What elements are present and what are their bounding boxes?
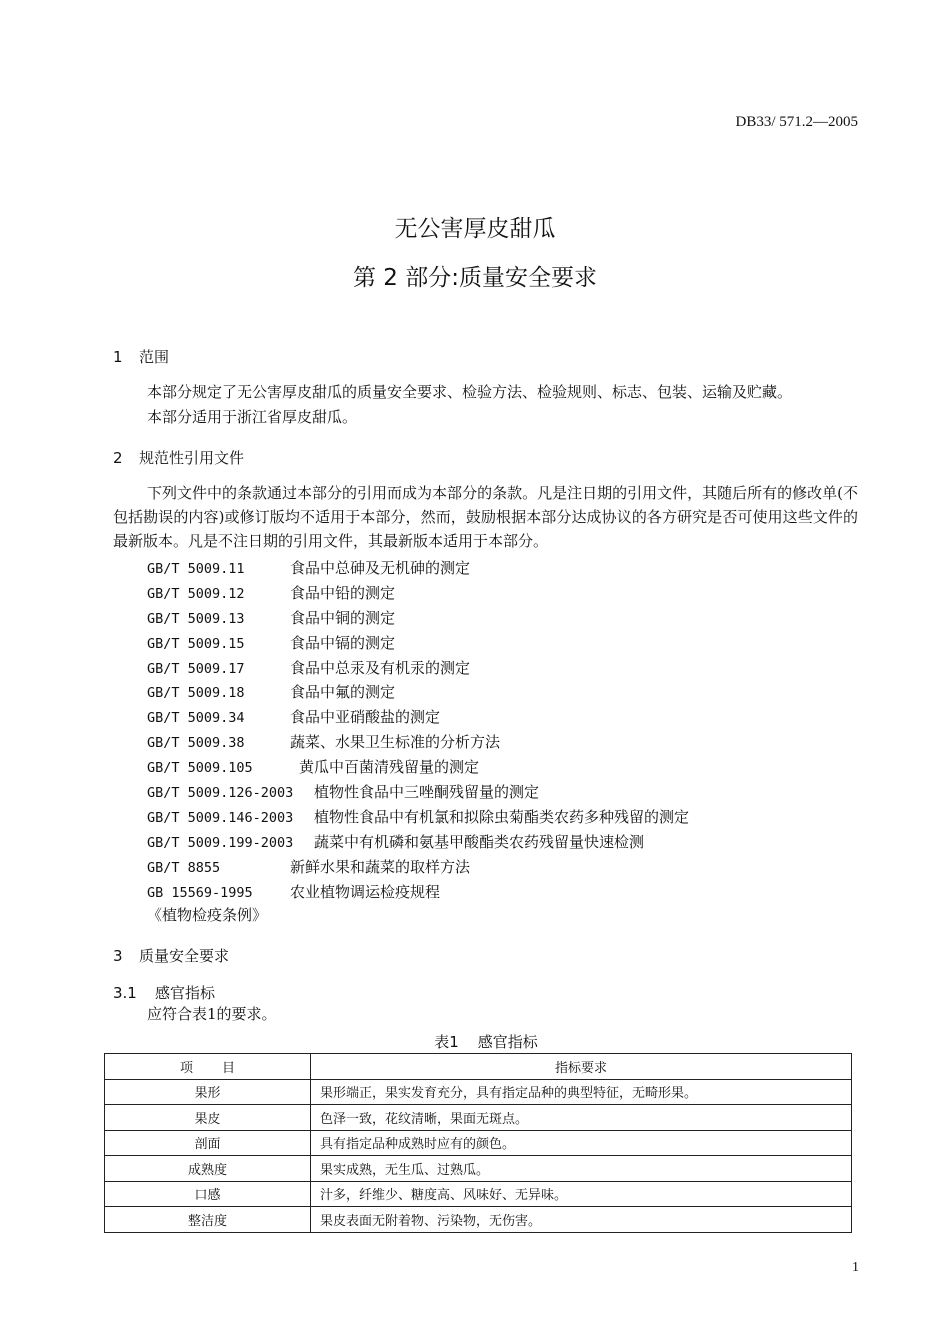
reference-item: [147, 556, 689, 581]
section-number: 3: [113, 947, 123, 965]
section-2-intro: 下列文件中的条款通过本部分的引用而成为本部分的条款。凡是注日期的引用文件，其随后所有的修改单(不包括勘误的内容)或修订版均不适用于本部分，然而，鼓励根据本部分达成协议的各方研究是否可使用这些文件的最新版本。凡是不注日期的引用文件，其最新版本适用于本部分。: [113, 484, 858, 550]
reference-title: 农业植物调运检疫规程: [290, 882, 441, 901]
sensory-table: [104, 1053, 852, 1233]
reference-title: 食品中铅的测定: [290, 583, 396, 602]
table-cell-item: 剖面: [105, 1130, 311, 1156]
reference-code: GB/T 5009.126-2003: [147, 785, 294, 802]
table-header-row: [105, 1054, 852, 1080]
reference-title: 食品中镉的测定: [290, 633, 396, 652]
section-title: 规范性引用文件: [139, 449, 245, 467]
section-title: 感官指标: [155, 984, 216, 1002]
reference-item: [147, 631, 689, 656]
table-row: [105, 1181, 852, 1207]
section-1-paragraph: 本部分规定了无公害厚皮甜瓜的质量安全要求、检验方法、检验规则、标志、包装、运输及贮藏。: [147, 383, 793, 401]
section-3-heading: [113, 945, 229, 966]
reference-regulation: 《植物检疫条例》: [147, 906, 268, 924]
table-cell-item: 果形: [105, 1079, 311, 1105]
reference-item: [147, 880, 689, 905]
reference-code: GB/T 5009.34: [147, 710, 245, 727]
reference-item: [147, 606, 689, 631]
reference-code: GB/T 5009.17: [147, 660, 245, 677]
section-number: 3.1: [113, 984, 137, 1002]
reference-code: GB/T 5009.38: [147, 735, 245, 752]
reference-code: GB/T 5009.15: [147, 635, 245, 652]
document-subtitle: 第 2 部分:质量安全要求: [352, 265, 597, 291]
reference-title: 食品中氟的测定: [290, 683, 396, 702]
table-cell-requirement: 汁多，纤维少、糖度高、风味好、无异味。: [311, 1181, 852, 1207]
table-cell-item: 整洁度: [105, 1207, 311, 1233]
reference-list: [147, 556, 689, 904]
table-row: [105, 1130, 852, 1156]
table-row: [105, 1207, 852, 1233]
reference-title: 黄瓜中百菌清残留量的测定: [299, 758, 480, 777]
reference-title: 食品中铜的测定: [290, 608, 396, 627]
section-2-heading: [113, 447, 244, 468]
reference-title: 蔬菜、水果卫生标准的分析方法: [290, 733, 501, 752]
reference-code: GB/T 5009.18: [147, 685, 245, 702]
table-cell-item: 果皮: [105, 1105, 311, 1131]
section-1-paragraph: 本部分适用于浙江省厚皮甜瓜。: [147, 408, 358, 426]
section-3-1-heading: [113, 982, 215, 1003]
reference-code: GB/T 5009.146-2003: [147, 809, 294, 826]
reference-title: 食品中亚硝酸盐的测定: [290, 708, 441, 727]
reference-title: 植物性食品中有机氯和拟除虫菊酯类农药多种残留的测定: [314, 807, 690, 826]
reference-code: GB/T 5009.105: [147, 760, 253, 777]
reference-title: 植物性食品中三唑酮残留量的测定: [314, 783, 540, 802]
page-number: 1: [852, 1260, 859, 1275]
reference-title: 新鲜水果和蔬菜的取样方法: [290, 857, 471, 876]
reference-code: GB/T 5009.11: [147, 561, 245, 577]
reference-item: [147, 830, 689, 855]
section-3-1-text: 应符合表1的要求。: [147, 1005, 277, 1023]
table-row: [105, 1156, 852, 1182]
table-cell-requirement: 果皮表面无附着物、污染物，无伤害。: [311, 1207, 852, 1233]
reference-title: 食品中总汞及有机汞的测定: [290, 658, 471, 677]
reference-title: 蔬菜中有机磷和氨基甲酸酯类农药残留量快速检测: [314, 832, 645, 851]
document-title: 无公害厚皮甜瓜: [394, 216, 556, 242]
section-1-heading: [113, 346, 169, 367]
table-cell-requirement: 具有指定品种成熟时应有的颜色。: [311, 1130, 852, 1156]
table-caption: 表1 感官指标: [434, 1033, 538, 1051]
reference-code: GB/T 8855: [147, 859, 221, 876]
table-cell-requirement: 果实成熟，无生瓜、过熟瓜。: [311, 1156, 852, 1182]
table-row: [105, 1105, 852, 1131]
reference-item: [147, 656, 689, 681]
table-cell-item: 口感: [105, 1181, 311, 1207]
reference-code: GB/T 5009.12: [147, 585, 245, 602]
reference-code: GB/T 5009.199-2003: [147, 834, 294, 851]
reference-item: [147, 705, 689, 730]
table-cell-requirement: 色泽一致，花纹清晰，果面无斑点。: [311, 1105, 852, 1131]
section-number: 2: [113, 449, 123, 467]
table-header: 项 目: [105, 1054, 311, 1080]
reference-item: [147, 581, 689, 606]
section-number: 1: [113, 348, 123, 366]
table-row: [105, 1079, 852, 1105]
standard-code: DB33/ 571.2—2005: [735, 114, 858, 130]
reference-item: [147, 805, 689, 830]
reference-item: [147, 680, 689, 705]
reference-item: [147, 855, 689, 880]
table-cell-requirement: 果形端正，果实发育充分，具有指定品种的典型特征，无畸形果。: [311, 1079, 852, 1105]
reference-code: GB 15569-1995: [147, 884, 253, 901]
reference-item: [147, 730, 689, 755]
table-cell-item: 成熟度: [105, 1156, 311, 1182]
reference-item: [147, 755, 689, 780]
table-header: 指标要求: [311, 1054, 852, 1080]
reference-title: 食品中总砷及无机砷的测定: [290, 559, 471, 577]
reference-code: GB/T 5009.13: [147, 610, 245, 627]
section-title: 范围: [139, 348, 170, 366]
section-title: 质量安全要求: [139, 947, 230, 965]
reference-item: [147, 780, 689, 805]
